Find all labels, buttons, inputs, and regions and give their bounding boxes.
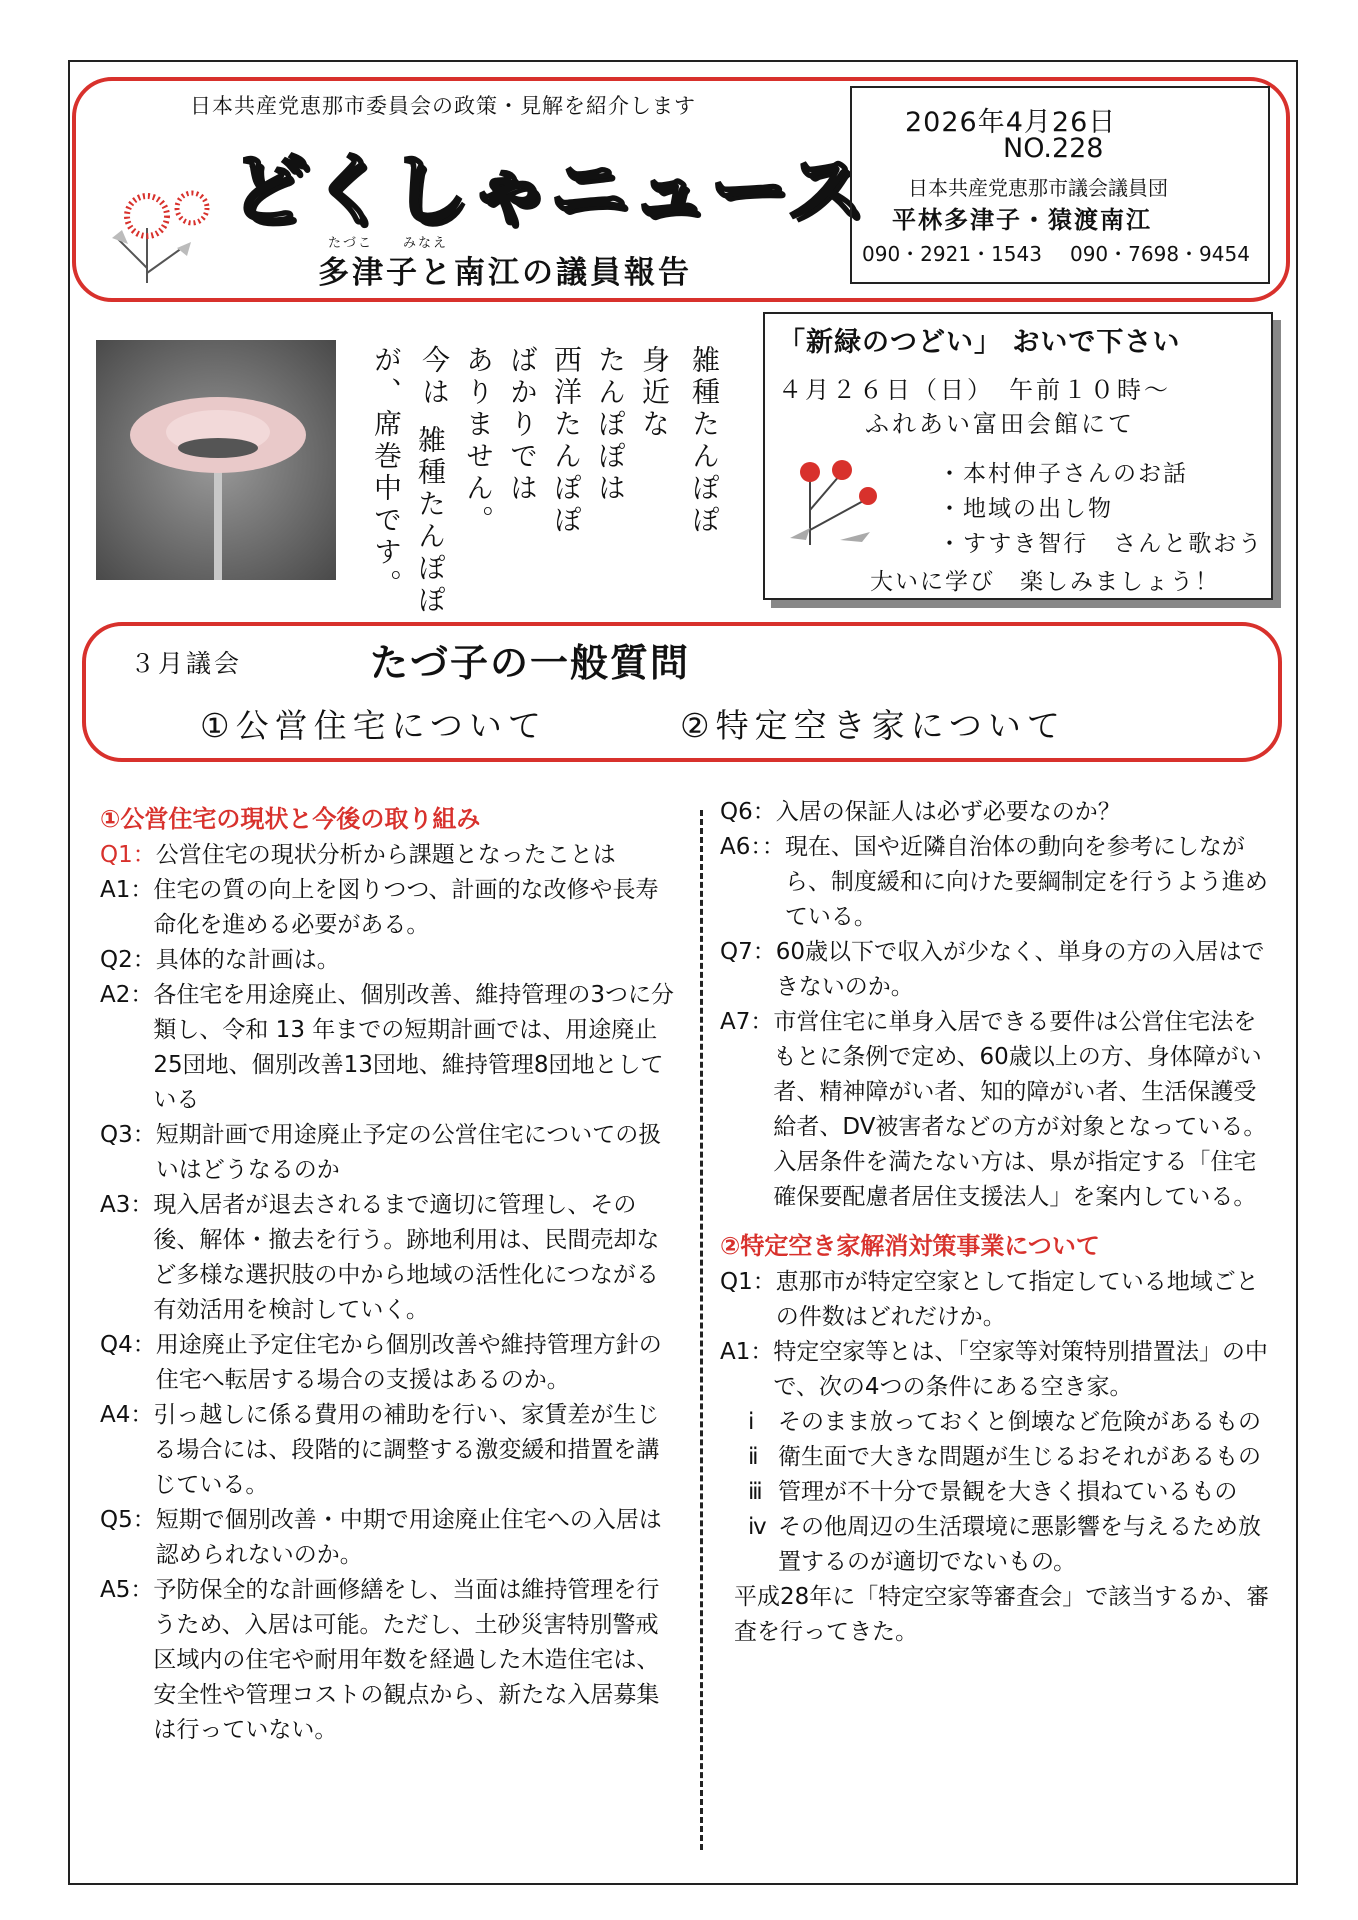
topic-2: ②特定空き家について [680, 706, 1066, 745]
section-title: たづ子の一般質問 [370, 641, 691, 685]
qa-item: Q6： 入居の保証人は必ず必要なのか？ [720, 799, 1121, 825]
qa-item: Q1： 公営住宅の現状分析から課題となったことは [100, 842, 616, 868]
right-heading: ②特定空き家解消対策事業について [720, 1232, 1100, 1260]
phone-2: 090・7698・9454 [1069, 242, 1250, 266]
council-session: ３月議会 [130, 649, 243, 678]
intro-line-4: 西洋たんぽぽ [550, 345, 583, 537]
event-item-1: ・本村伸子さんのお話 [938, 461, 1188, 487]
issue-number: NO.228 [1003, 133, 1104, 164]
newsletter-subtitle: 多津子と南江の議員報告 [318, 255, 692, 291]
intro-line-8: 雑種たんぽぽ [414, 425, 447, 617]
qa-item: A6：： 現在、国や近隣自治体の動向を参考にしながら、制度緩和に向けた要綱制定を行うよう進めている。 [720, 834, 1268, 930]
qa-item: Q7： 60歳以下で収入が少なく、単身の方の入居はできないのか。 [720, 939, 1265, 1000]
condition-item: ⅰ そのまま放っておくと倒壊など危険があるもの [748, 1409, 1261, 1435]
qa-item: Q4： 用途廃止予定住宅から個別改善や維持管理方針の住宅へ転居する場合の支援はあるのか。 [100, 1332, 662, 1393]
qa-item: A4： 引っ越しに係る費用の補助を行い、家賃差が生じる場合には、段階的に調整する激変緩和措置を講じている。 [100, 1402, 660, 1498]
header-tagline: 日本共産党恵那市委員会の政策・見解を紹介します [190, 94, 696, 118]
phone-numbers [862, 238, 1278, 267]
right-column [720, 795, 1275, 1650]
intro-line-1: 雑種たんぽぽ [688, 345, 721, 537]
qa-item: A1： 特定空家等とは、「空家等対策特別措置法」の中で、次の4つの条件にある空き家。 [720, 1339, 1268, 1400]
phone-1: 090・2921・1543 [862, 242, 1042, 266]
council-members: 平林多津子・猿渡南江 [892, 206, 1152, 234]
intro-line-9: が、席巻中です。 [370, 345, 403, 601]
qa-item: A5： 予防保全的な計画修繕をし、当面は維持管理を行うため、入居は可能。ただし、土砂災害特別警戒区域内の住宅や耐用年数を経過した木造住宅は、安全性や管理コストの観点から、新たな入居募集は行っていない。 [100, 1577, 660, 1743]
qa-item: A7： 市営住宅に単身入居できる要件は公営住宅法をもとに条例で定め、60歳以上の方、身体障がい者、精神障がい者、知的障がい者、生活保護受給者、DV被害者などの方が対象となっている。入居条件を満たない方は、県が指定する「住宅確保要配慮者居住支援法人」を案内している。 [720, 1009, 1267, 1210]
organization: 日本共産党恵那市議会議員団 [908, 176, 1168, 200]
qa-item: A2： 各住宅を用途廃止、個別改善、維持管理の3つに分類し、令和 13 年までの短期計画では、用途廃止25団地、個別改善13団地、維持管理8団地としている [100, 982, 675, 1113]
qa-item: A3： 現入居者が退去されるまで適切に管理し、その後、解体・撤去を行う。跡地利用は、民間売却など多様な選択肢の中から地域の活性化につながる有効活用を検討していく。 [100, 1192, 660, 1323]
event-date: ４月２６日（日） 午前１０時～ [778, 376, 1171, 404]
intro-line-5: ばかりでは [506, 345, 539, 505]
qa-item: Q2： 具体的な計画は。 [100, 947, 340, 973]
event-item-3: ・すすき智行 さんと歌おう [938, 531, 1264, 557]
event-title: 「新緑のつどい」 おいで下さい [778, 327, 1181, 358]
newsletter-title: どくしゃニュース [230, 146, 867, 236]
condition-item: ⅳ その他周辺の生活環境に悪影響を与えるため放置するのが適切でないもの。 [748, 1514, 1261, 1575]
condition-item: ⅲ 管理が不十分で景観を大きく損ねているもの [748, 1479, 1238, 1505]
dandelion-photo [96, 340, 336, 580]
qa-item: Q1： 恵那市が特定空家として指定している地域ごとの件数はどれだけか。 [720, 1269, 1259, 1330]
condition-item: ⅱ 衛生面で大きな問題が生じるおそれがあるもの [748, 1444, 1261, 1470]
intro-line-6: ありません。 [462, 345, 495, 537]
left-heading: ①公営住宅の現状と今後の取り組み [100, 805, 481, 833]
intro-line-7: 今は [418, 345, 451, 409]
column-divider [700, 810, 703, 1850]
qa-item: Q3： 短期計画で用途廃止予定の公営住宅についての扱いはどうなるのか [100, 1122, 662, 1183]
event-item-2: ・地域の出し物 [938, 496, 1113, 522]
event-place: ふれあい富田会館にて [865, 410, 1135, 438]
dandelion-icon [92, 178, 222, 288]
issue-date: 2026年4月26日 [905, 107, 1117, 138]
left-column [100, 800, 680, 1748]
qa-item: A1： 住宅の質の向上を図りつつ、計画的な改修や長寿命化を進める必要がある。 [100, 877, 659, 938]
event-closing: 大いに学び 楽しみましょう！ [870, 569, 1220, 595]
subtitle-ruby: たづこ みなえ [328, 236, 449, 251]
right-closing: 平成28年に「特定空家等審査会」で該当するか、審査を行ってきた。 [734, 1584, 1270, 1645]
flower-icon [780, 450, 890, 550]
topic-1: ①公営住宅について [200, 706, 547, 745]
qa-item: Q5： 短期で個別改善・中期で用途廃止住宅への入居は認められないのか。 [100, 1507, 662, 1568]
intro-line-2: 身近な [638, 345, 671, 441]
intro-line-3: たんぽぽは [594, 345, 627, 505]
